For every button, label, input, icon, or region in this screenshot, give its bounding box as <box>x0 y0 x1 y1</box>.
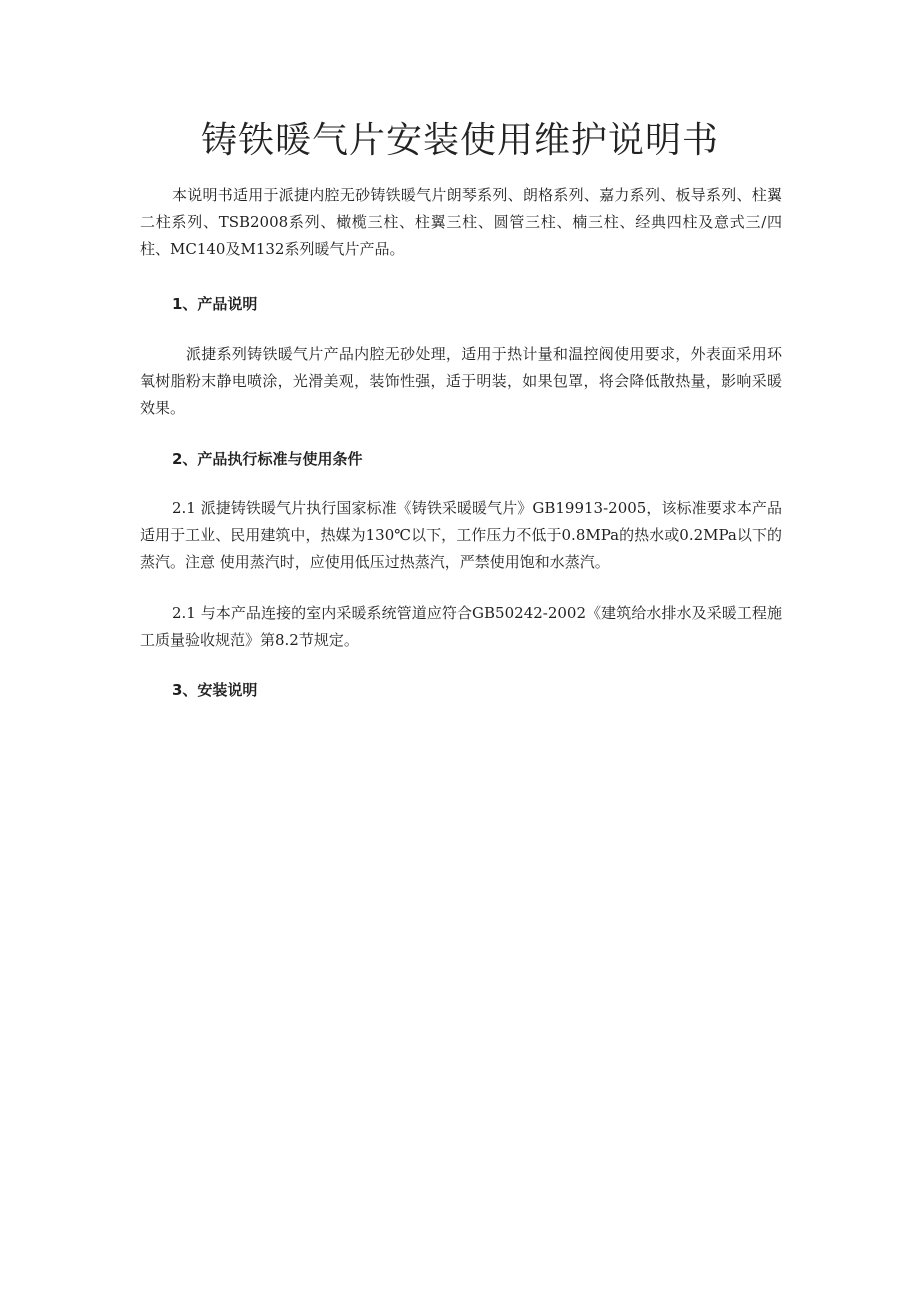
document-title: 铸铁暖气片安装使用维护说明书 <box>200 120 719 161</box>
product-description-paragraph: 派捷系列铸铁暖气片产品内腔无砂处理，适用于热计量和温控阀使用要求，外表面采用环氧树脂粉末静电喷涂，光滑美观，装饰性强，适于明装，如果包罩，将会降低散热量，影响采暖效果。 <box>140 345 782 417</box>
intro-paragraph: 本说明书适用于派捷内腔无砂铸铁暖气片朗琴系列、朗格系列、嘉力系列、板导系列、柱翼二柱系列、TSB2008系列、橄榄三柱、柱翼三柱、圆管三柱、楠三柱、经典四柱及意式三/四柱、MC140及M132系列暖气片产品。 <box>140 186 782 258</box>
standards-paragraph-1: 2.1 派捷铸铁暖气片执行国家标准《铸铁采暖暖气片》GB19913-2005，该标准要求本产品适用于工业、民用建筑中，热媒为130℃以下，工作压力不低于0.8MPa的热水或0.2MPa以下的蒸汽。注意 使用蒸汽时，应使用低压过热蒸汽，严禁使用饱和水蒸汽。 <box>140 499 782 571</box>
section-heading-installation: 3、安装说明 <box>172 681 258 699</box>
section-heading-product-description: 1、产品说明 <box>172 295 258 313</box>
standards-paragraph-2: 2.1 与本产品连接的室内采暖系统管道应符合GB50242-2002《建筑给水排水及采暖工程施工质量验收规范》第8.2节规定。 <box>140 604 782 649</box>
section-heading-standards: 2、产品执行标准与使用条件 <box>172 450 363 468</box>
